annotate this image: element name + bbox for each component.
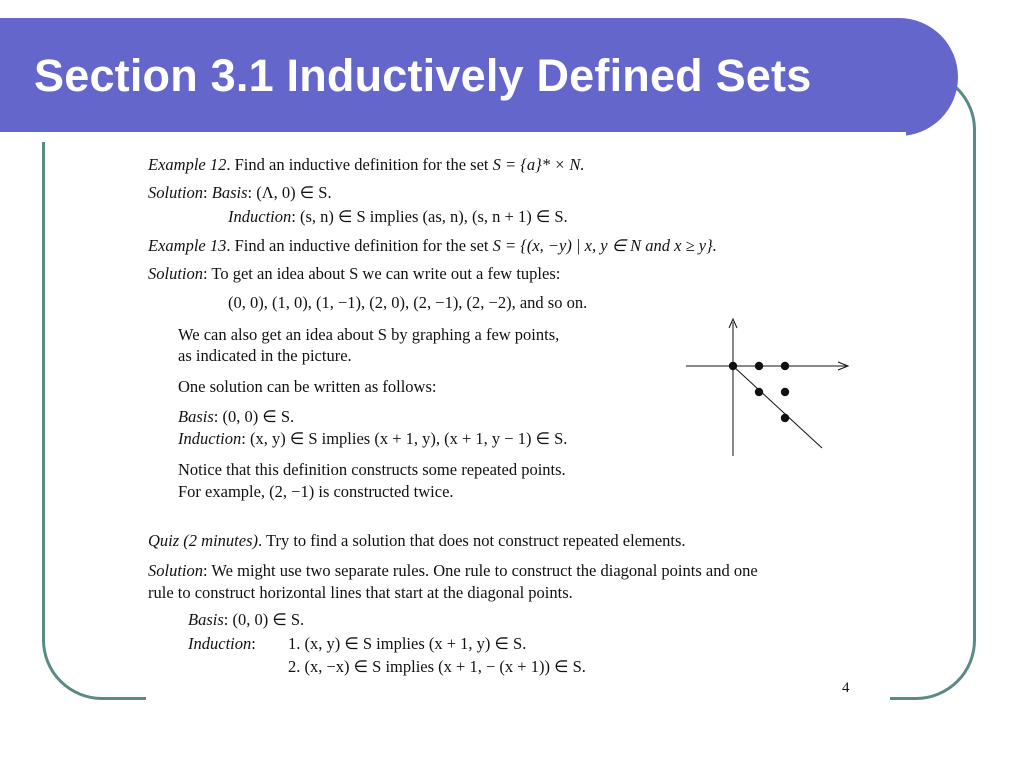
solution-12-basis: Solution: Basis: (Λ, 0) ∈ S. (148, 183, 332, 202)
quiz-rule-2: 2. (x, −x) ∈ S implies (x + 1, − (x + 1)) ∈ S. (288, 657, 586, 676)
quiz-induction-label: Induction: (188, 634, 256, 653)
solution-13-tuples: (0, 0), (1, 0), (1, −1), (2, 0), (2, −1), (2, −2), and so on. (228, 293, 588, 312)
graph-point (781, 388, 789, 396)
solution-13-intro: Solution: To get an idea about S we can write out a few tuples: (148, 264, 561, 283)
page-number: 4 (842, 680, 850, 696)
graph-point (781, 414, 789, 422)
quiz-solution-1: Solution: We might use two separate rules. One rule to construct the diagonal points and one (148, 561, 758, 580)
frame-gap (40, 136, 146, 142)
diagonal-line (733, 366, 822, 448)
example-13: Example 13. Find an inductive definition for the set S = {(x, −y) | x, y ∈ N and x ≥ y}. (148, 236, 717, 255)
graph-note-2: as indicated in the picture. (178, 346, 352, 365)
quiz-basis: Basis: (0, 0) ∈ S. (188, 610, 305, 629)
quiz: Quiz (2 minutes). Try to find a solution that does not construct repeated elements. (148, 531, 686, 550)
quiz-solution-2: rule to construct horizontal lines that start at the diagonal points. (148, 583, 573, 602)
solution-13-basis: Basis: (0, 0) ∈ S. (178, 407, 295, 426)
notice-1: Notice that this definition constructs some repeated points. (178, 460, 566, 479)
graph-note-1: We can also get an idea about S by graphing a few points, (178, 325, 560, 344)
graph-point (781, 362, 789, 370)
points-graph (682, 316, 852, 458)
quiz-rule-1: 1. (x, y) ∈ S implies (x + 1, y) ∈ S. (288, 634, 527, 653)
solution-13-induction: Induction: (x, y) ∈ S implies (x + 1, y), (x + 1, y − 1) ∈ S. (178, 429, 568, 448)
graph-point (755, 362, 763, 370)
slide-title: Section 3.1 Inductively Defined Sets (34, 50, 812, 101)
one-solution: One solution can be written as follows: (178, 377, 437, 396)
graph-point (755, 388, 763, 396)
graph-point (729, 362, 737, 370)
solution-12-induction: Induction: (s, n) ∈ S implies (as, n), (s, n + 1) ∈ S. (228, 207, 568, 226)
notice-2: For example, (2, −1) is constructed twice. (178, 482, 454, 501)
example-12: Example 12. Find an inductive definition for the set S = {a}* × N. (148, 155, 585, 174)
